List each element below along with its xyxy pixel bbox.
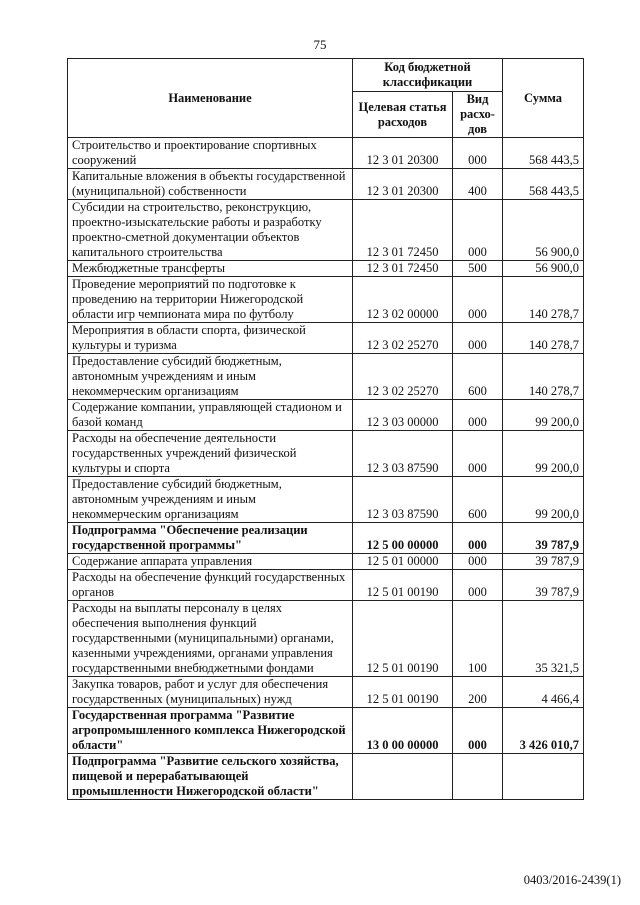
cell-type	[453, 754, 503, 800]
table-row	[68, 477, 584, 523]
table-row	[68, 708, 584, 754]
table-row	[68, 523, 584, 554]
cell-name: Расходы на обеспечение функций государственных органов	[68, 570, 353, 601]
cell-type: 400	[453, 169, 503, 200]
table-row	[68, 200, 584, 261]
cell-code: 12 3 01 20300	[353, 138, 453, 169]
table-row	[68, 677, 584, 708]
cell-sum	[503, 754, 584, 800]
cell-code: 12 5 01 00190	[353, 570, 453, 601]
table-row	[68, 261, 584, 277]
cell-name: Капитальные вложения в объекты государственной (муниципальной) собственности	[68, 169, 353, 200]
header-code-group: Код бюджетной классификации	[353, 59, 503, 92]
cell-type: 600	[453, 477, 503, 523]
table-row	[68, 570, 584, 601]
cell-name: Предоставление субсидий бюджетным, автономным учреждениям и иным некоммерческим организациям	[68, 477, 353, 523]
cell-type: 000	[453, 554, 503, 570]
table-row	[68, 754, 584, 800]
cell-sum: 140 278,7	[503, 354, 584, 400]
cell-sum: 39 787,9	[503, 523, 584, 554]
cell-name: Строительство и проектирование спортивных сооружений	[68, 138, 353, 169]
cell-type: 000	[453, 323, 503, 354]
header-name: Наименование	[68, 59, 353, 138]
cell-type: 200	[453, 677, 503, 708]
cell-name: Расходы на выплаты персоналу в целях обеспечения выполнения функций государственными (муниципальными) органами, казенными учреждениями, органами управления государственными внебюджетными фондами	[68, 601, 353, 677]
table-row	[68, 601, 584, 677]
cell-type: 600	[453, 354, 503, 400]
cell-name: Содержание компании, управляющей стадионом и базой команд	[68, 400, 353, 431]
cell-code: 12 3 01 72450	[353, 200, 453, 261]
cell-sum: 99 200,0	[503, 400, 584, 431]
cell-name: Проведение мероприятий по подготовке к проведению на территории Нижегородской области игр чемпионата мира по футболу	[68, 277, 353, 323]
cell-name: Подпрограмма "Обеспечение реализации государственной программы"	[68, 523, 353, 554]
cell-sum: 99 200,0	[503, 431, 584, 477]
table-row	[68, 277, 584, 323]
cell-code: 12 3 02 00000	[353, 277, 453, 323]
cell-type: 000	[453, 200, 503, 261]
table-row	[68, 554, 584, 570]
cell-code: 12 3 03 00000	[353, 400, 453, 431]
table-row	[68, 169, 584, 200]
cell-name: Закупка товаров, работ и услуг для обеспечения государственных (муниципальных) нужд	[68, 677, 353, 708]
cell-sum: 140 278,7	[503, 323, 584, 354]
cell-name: Подпрограмма "Развитие сельского хозяйства, пищевой и перерабатывающей промышленности Нижегородской области"	[68, 754, 353, 800]
cell-sum: 99 200,0	[503, 477, 584, 523]
cell-name: Предоставление субсидий бюджетным, автономным учреждениям и иным некоммерческим организациям	[68, 354, 353, 400]
header-sum: Сумма	[503, 59, 584, 138]
cell-type: 000	[453, 523, 503, 554]
page-number: 75	[313, 37, 327, 52]
cell-code: 13 0 00 00000	[353, 708, 453, 754]
header-type: Вид расхо-дов	[453, 92, 503, 138]
cell-code: 12 5 01 00190	[353, 677, 453, 708]
cell-code	[353, 754, 453, 800]
cell-name: Субсидии на строительство, реконструкцию, проектно-изыскательские работы и разработку проектно-сметной документации объектов капитального строительства	[68, 200, 353, 261]
cell-sum: 56 900,0	[503, 200, 584, 261]
table-row	[68, 354, 584, 400]
cell-sum: 56 900,0	[503, 261, 584, 277]
cell-code: 12 3 03 87590	[353, 477, 453, 523]
cell-sum: 4 466,4	[503, 677, 584, 708]
cell-code: 12 5 00 00000	[353, 523, 453, 554]
cell-name: Расходы на обеспечение деятельности государственных учреждений физической культуры и спорта	[68, 431, 353, 477]
table-row	[68, 138, 584, 169]
cell-name: Содержание аппарата управления	[68, 554, 353, 570]
cell-type: 000	[453, 277, 503, 323]
cell-sum: 39 787,9	[503, 570, 584, 601]
cell-type: 000	[453, 708, 503, 754]
cell-type: 100	[453, 601, 503, 677]
header-target: Целевая статья расходов	[353, 92, 453, 138]
cell-code: 12 3 02 25270	[353, 323, 453, 354]
cell-sum: 140 278,7	[503, 277, 584, 323]
cell-type: 000	[453, 400, 503, 431]
cell-code: 12 3 02 25270	[353, 354, 453, 400]
cell-type: 000	[453, 138, 503, 169]
table-row	[68, 431, 584, 477]
cell-name: Государственная программа "Развитие агропромышленного комплекса Нижегородской области"	[68, 708, 353, 754]
cell-code: 12 5 01 00190	[353, 601, 453, 677]
cell-sum: 568 443,5	[503, 169, 584, 200]
cell-sum: 35 321,5	[503, 601, 584, 677]
table-row	[68, 400, 584, 431]
table-body	[68, 138, 584, 800]
cell-name: Мероприятия в области спорта, физической культуры и туризма	[68, 323, 353, 354]
cell-code: 12 5 01 00000	[353, 554, 453, 570]
table-row	[68, 323, 584, 354]
cell-code: 12 3 01 20300	[353, 169, 453, 200]
cell-type: 000	[453, 431, 503, 477]
cell-code: 12 3 03 87590	[353, 431, 453, 477]
budget-table	[67, 58, 584, 800]
cell-sum: 39 787,9	[503, 554, 584, 570]
cell-sum: 3 426 010,7	[503, 708, 584, 754]
document-id: 0403/2016-2439(1)	[523, 873, 621, 887]
cell-type: 000	[453, 570, 503, 601]
cell-sum: 568 443,5	[503, 138, 584, 169]
cell-code: 12 3 01 72450	[353, 261, 453, 277]
cell-type: 500	[453, 261, 503, 277]
cell-name: Межбюджетные трансферты	[68, 261, 353, 277]
